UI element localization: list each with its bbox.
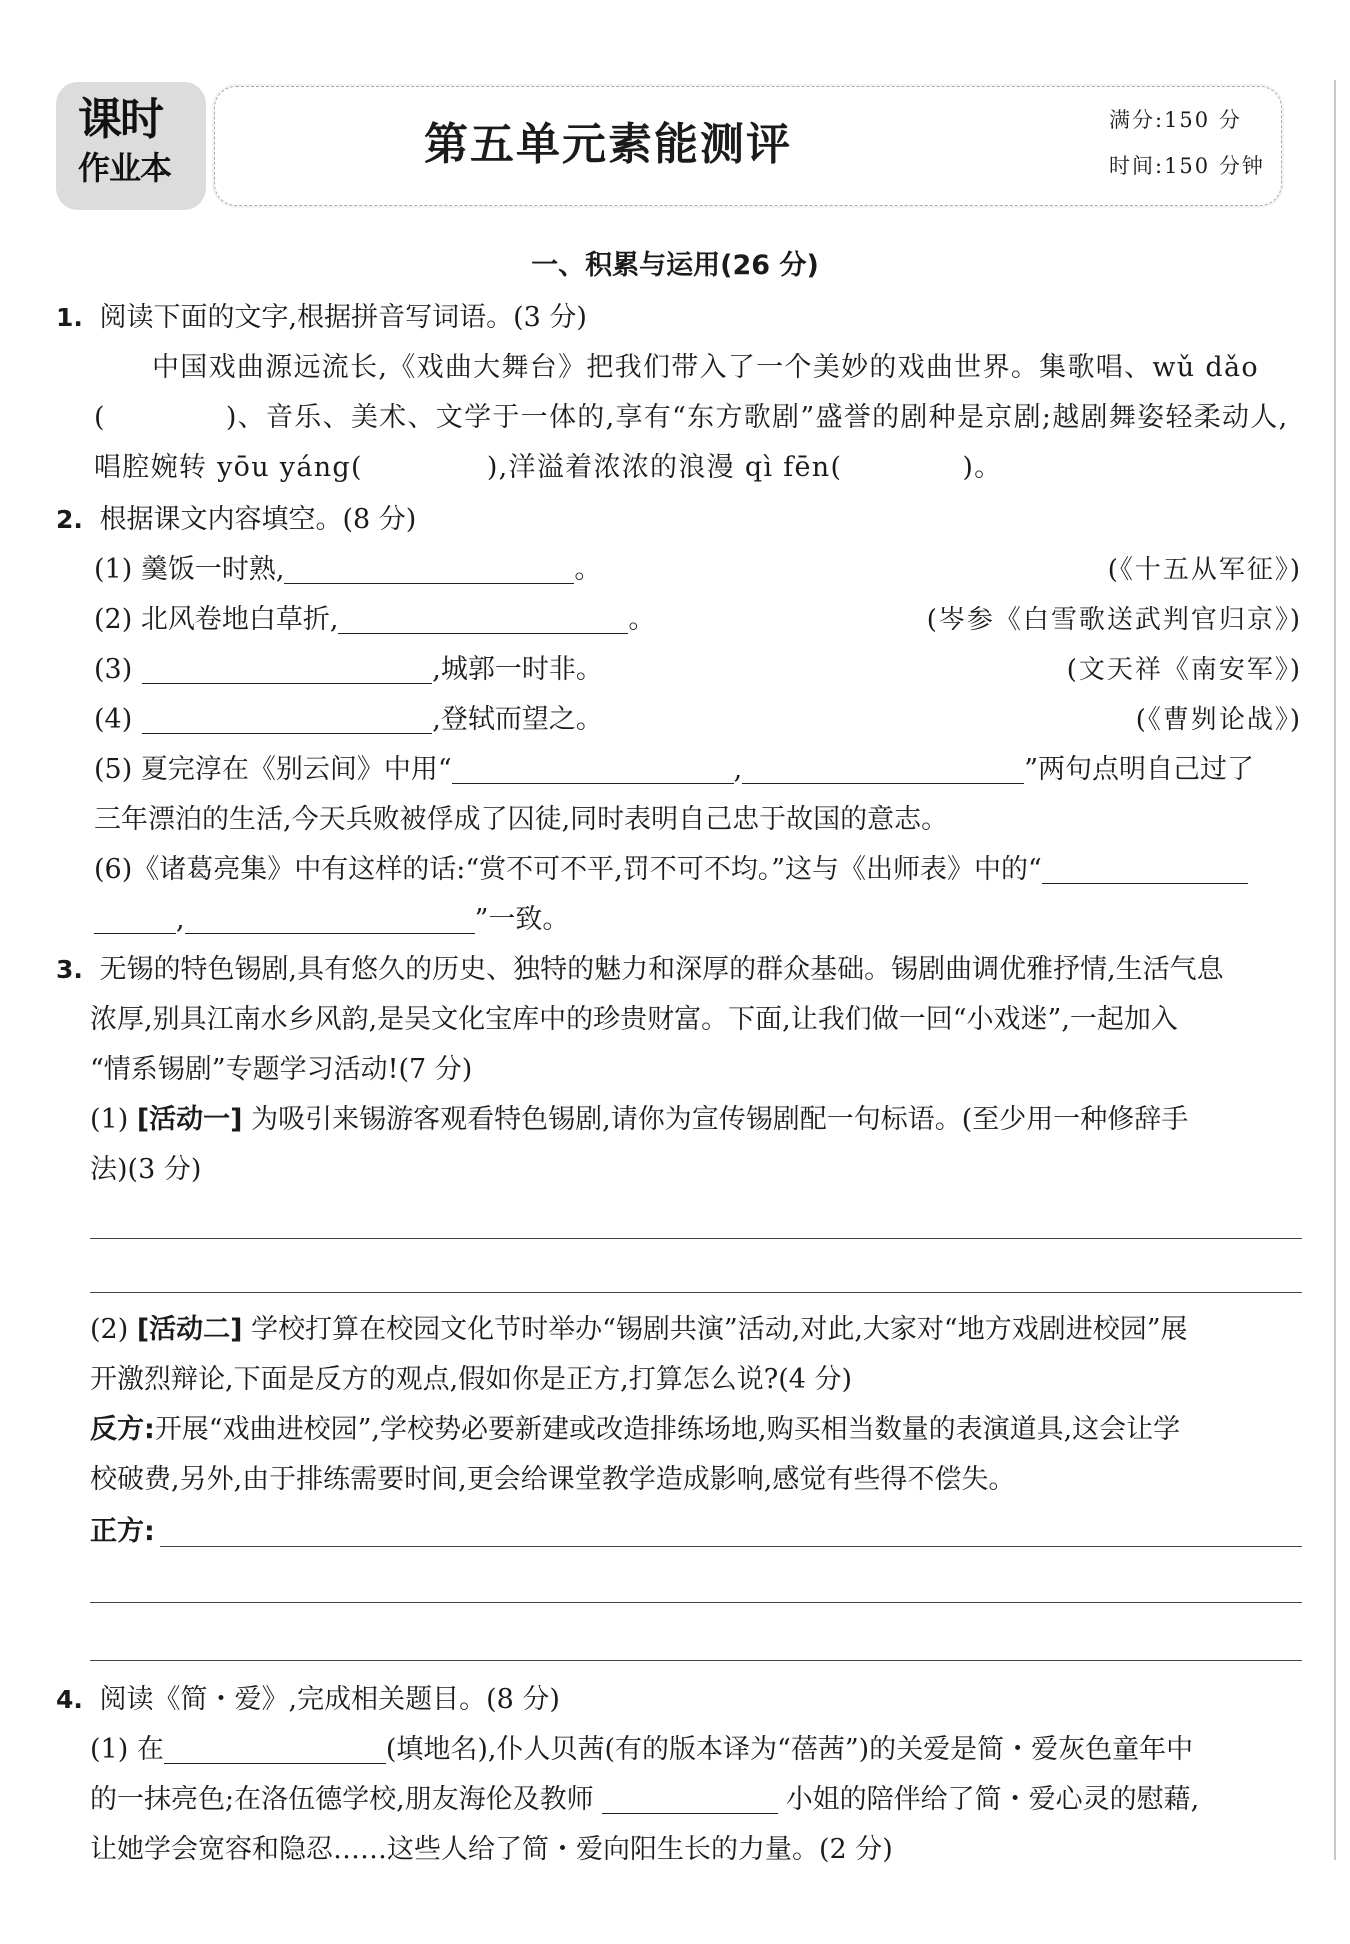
con-text: 校破费,另外,由于排练需要时间,更会给课堂教学造成影响,感觉有些得不偿失。 [90,1464,1016,1495]
question-text: (1) 在 [90,1734,164,1765]
answer-line[interactable] [452,753,734,784]
question-text: 无锡的特色锡剧,具有悠久的历史、独特的魅力和深厚的群众基础。锡剧曲调优雅抒情,生活气息 [99,954,1224,985]
writing-line[interactable] [160,1546,1302,1547]
time-label: 时间:150 分钟 [1109,154,1265,178]
question-stem: 阅读《简・爱》,完成相关题目。(8 分) [99,1684,560,1715]
question-text: 为吸引来锡游客观看特色锡剧,请你为宣传锡剧配一句标语。(至少用一种修辞手 [251,1104,1189,1135]
sub-number: (2) [90,1314,129,1345]
passage-line [152,348,1350,388]
fill-item: (3) [94,654,133,685]
fill-item: ,城郭一时非。 [432,654,603,685]
page-title: 第五单元素能测评 [424,119,792,170]
passage-text: )、音乐、美术、文学于一体的,享有“东方歌剧”盛誉的剧种是京剧;越剧舞姿轻柔动人, [225,402,1289,433]
question-text: 小姐的陪伴给了简・爱心灵的慰藉, [785,1784,1200,1815]
fill-item: (4) [94,704,133,735]
question-text: 浓厚,别具江南水乡风韵,是吴文化宝库中的珍贵财富。下面,让我们做一回“小戏迷”,一起加入 [90,1004,1178,1035]
fill-item: (6)《诸葛亮集》中有这样的话:“赏不可不平,罚不可不均。”这与《出师表》中的“ [94,854,1042,885]
answer-line[interactable] [338,603,628,634]
answer-line[interactable] [94,903,176,934]
answer-line[interactable] [602,1783,778,1814]
activity-tag: [活动一] [136,1104,243,1135]
fill-item: (2) 北风卷地白草折, [94,604,339,635]
logo-bottom-text: 作业本 [78,149,172,187]
source-label: (文天祥《南安军》) [1066,655,1302,685]
con-text: 开展“戏曲进校园”,学校势必要新建或改造排练场地,购买相当数量的表演道具,这会让学 [154,1414,1181,1445]
page-edge [1334,80,1336,1860]
answer-line[interactable] [164,1733,386,1764]
question-text: 开激烈辩论,下面是反方的观点,假如你是正方,打算怎么说?(4 分) [90,1364,853,1395]
fill-item: ”一致。 [474,904,570,935]
writing-line[interactable] [90,1602,1302,1603]
answer-line[interactable] [1042,853,1248,884]
question-number: 1. [56,303,83,332]
fill-item: (1) 羹饭一时熟, [94,554,285,585]
question-text: “情系锡剧”专题学习活动!(7 分) [90,1054,473,1085]
answer-line[interactable] [142,703,432,734]
question-text: 的一抹亮色;在洛伍德学校,朋友海伦及教师 [90,1784,594,1815]
question-number: 2. [56,505,83,534]
question-stem: 根据课文内容填空。(8 分) [99,504,417,535]
pro-label: 正方: [90,1516,155,1547]
punct: , [176,904,185,935]
fill-item: ,登轼而望之。 [432,704,603,735]
fill-item: (5) 夏完淳在《别云间》中用“ [94,754,452,785]
source-label: (岑参《白雪歌送武判官归京》) [926,605,1302,635]
fill-item: 三年漂泊的生活,今天兵败被俘成了囚徒,同时表明自己忠于故国的意志。 [94,804,949,835]
score-label: 满分:150 分 [1109,108,1242,132]
question-number: 4. [56,1685,83,1714]
con-label: 反方: [90,1414,155,1445]
punct: 。 [574,554,602,585]
section-title: 一、积累与运用(26 分) [531,250,819,281]
question-text: 法)(3 分) [90,1154,202,1185]
logo-top-text: 课时 [78,94,162,145]
question-number: 3. [56,955,83,984]
source-label: (《曹刿论战》) [1135,705,1302,735]
passage-text: 唱腔婉转 yōu yáng( [94,452,363,483]
passage-text: )。 [962,452,1003,483]
question-text: 让她学会宽容和隐忍……这些人给了简・爱向阳生长的力量。(2 分) [90,1834,893,1865]
paren-open: ( [94,402,106,433]
answer-line[interactable] [284,553,574,584]
writing-line[interactable] [90,1660,1302,1661]
fill-item: ”两句点明自己过了 [1024,754,1255,785]
sub-number: (1) [90,1104,129,1135]
passage-line [94,448,1350,488]
passage-text: 中国戏曲源远流长,《戏曲大舞台》把我们带入了一个美妙的戏曲世界。集歌唱、wǔ dǎo [152,352,1259,383]
punct: , [733,754,743,785]
answer-line[interactable] [185,903,475,934]
question-stem: 阅读下面的文字,根据拼音写词语。(3 分) [99,302,587,333]
question-text: 学校打算在校园文化节时举办“锡剧共演”活动,对此,大家对“地方戏剧进校园”展 [251,1314,1188,1345]
passage-line [94,398,1350,438]
punct: 。 [628,604,656,635]
passage-text: ),洋溢着浓浓的浪漫 qì fēn( [486,452,843,483]
question-text: (填地名),仆人贝茜(有的版本译为“蓓茜”)的关爱是简・爱灰色童年中 [385,1734,1194,1765]
writing-line[interactable] [90,1238,1302,1239]
answer-line[interactable] [142,653,432,684]
source-label: (《十五从军征》) [1107,555,1302,585]
answer-line[interactable] [742,753,1024,784]
writing-line[interactable] [90,1292,1302,1293]
activity-tag: [活动二] [136,1314,243,1345]
